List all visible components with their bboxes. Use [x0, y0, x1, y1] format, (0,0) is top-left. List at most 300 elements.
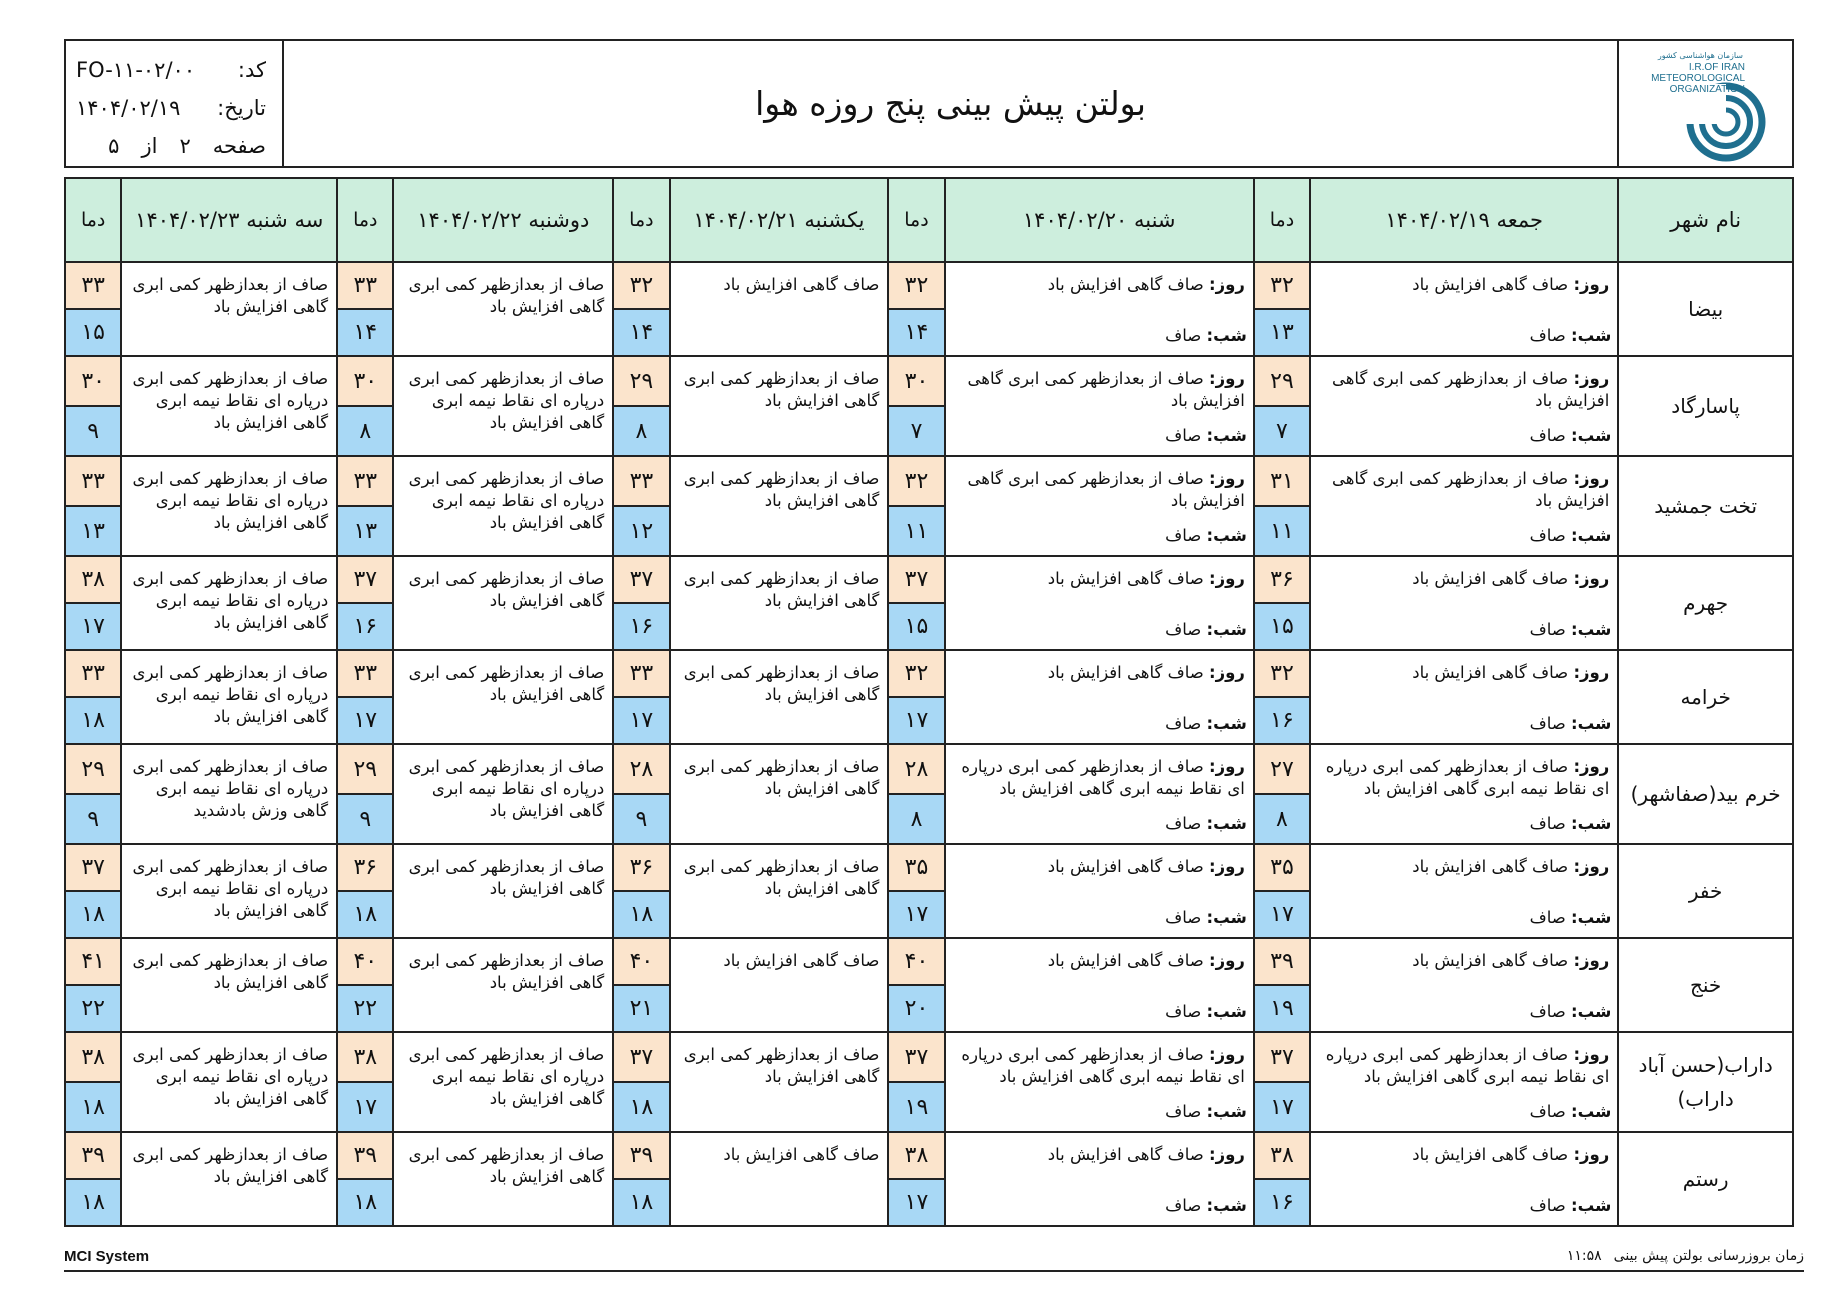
night-label: شب: [1206, 326, 1247, 345]
day-forecast-text: صاف از بعدازظهر کمی ابری گاهی افزایش باد [1331, 469, 1610, 510]
min-temperature: ۱۹ [1255, 986, 1309, 1031]
forecast-text: صاف از بعدازظهر کمی ابری گاهی افزایش باد [408, 857, 605, 898]
forecast-description [1310, 1032, 1618, 1132]
forecast-text: صاف از بعدازظهر کمی ابری گاهی افزایش باد [683, 857, 880, 898]
temperature-box [66, 1033, 120, 1131]
max-temperature: ۳۳ [614, 651, 668, 698]
max-temperature: ۳۸ [1255, 1133, 1309, 1180]
forecast-description [121, 556, 337, 650]
max-temperature: ۳۲ [1255, 263, 1309, 310]
temperature-box [338, 1133, 392, 1225]
day-forecast-text: صاف گاهی افزایش باد [1412, 1145, 1569, 1164]
forecast-text: صاف از بعدازظهر کمی ابری درپاره ای نقاط نیمه ابری گاهی افزایش باد [132, 569, 329, 632]
temperature-cell [65, 262, 121, 356]
max-temperature: ۳۷ [614, 1033, 668, 1083]
temperature-box [1255, 1033, 1309, 1131]
temperature-cell [888, 1132, 944, 1226]
temperature-box [1255, 557, 1309, 649]
temperature-cell [613, 844, 669, 938]
temperature-cell [65, 938, 121, 1032]
temperature-box [1255, 939, 1309, 1031]
max-temperature: ۳۵ [1255, 845, 1309, 892]
day-label: روز: [1208, 663, 1245, 682]
night-forecast [1165, 526, 1247, 545]
forecast-body [65, 262, 1793, 1226]
city-name: خرامه [1618, 650, 1793, 744]
temperature-box [889, 1033, 943, 1131]
night-forecast [1165, 326, 1247, 345]
night-forecast-text: صاف [1165, 620, 1202, 639]
day-label: روز: [1573, 369, 1610, 388]
forecast-description [945, 356, 1254, 456]
day-label: روز: [1573, 1045, 1610, 1064]
max-temperature: ۳۷ [889, 557, 943, 604]
day-forecast-text: صاف گاهی افزایش باد [1047, 1145, 1204, 1164]
night-label: شب: [1206, 908, 1247, 927]
min-temperature: ۱۵ [1255, 604, 1309, 649]
logo-emblem-icon [1631, 44, 1781, 164]
forecast-description [670, 262, 889, 356]
min-temperature: ۱۳ [338, 507, 392, 555]
night-forecast [1165, 908, 1247, 927]
temperature-cell [613, 1032, 669, 1132]
night-forecast [1530, 714, 1612, 733]
forecast-description [945, 1132, 1254, 1226]
temperature-cell [337, 456, 393, 556]
min-temperature: ۲۱ [614, 986, 668, 1031]
forecast-description [393, 356, 613, 456]
temperature-cell [337, 1032, 393, 1132]
night-forecast [1165, 426, 1247, 445]
temperature-box [66, 745, 120, 843]
forecast-description [1310, 744, 1618, 844]
temperature-box [1255, 457, 1309, 555]
max-temperature: ۴۰ [889, 939, 943, 986]
max-temperature: ۳۲ [1255, 651, 1309, 698]
day-forecast [1311, 357, 1617, 412]
day-forecast [946, 651, 1253, 684]
forecast-text: صاف از بعدازظهر کمی ابری گاهی افزایش باد [132, 275, 329, 316]
night-forecast [1165, 1102, 1247, 1121]
forecast-description [945, 1032, 1254, 1132]
min-temperature: ۱۴ [889, 310, 943, 355]
day-forecast [1311, 1133, 1617, 1166]
date-label: تاریخ: [217, 96, 266, 120]
night-forecast-text: صاف [1165, 326, 1202, 345]
min-temperature: ۱۷ [338, 698, 392, 743]
night-forecast-text: صاف [1165, 1196, 1202, 1215]
city-name: بیضا [1618, 262, 1793, 356]
day-forecast-text: صاف از بعدازظهر کمی ابری درپاره ای نقاط نیمه ابری گاهی افزایش باد [1325, 1045, 1610, 1086]
min-temperature: ۱۸ [614, 892, 668, 937]
day-label: روز: [1573, 569, 1610, 588]
temperature-cell [888, 844, 944, 938]
max-temperature: ۲۹ [614, 357, 668, 407]
min-temperature: ۱۳ [1255, 310, 1309, 355]
min-temperature: ۱۸ [66, 1083, 120, 1131]
temperature-box [889, 651, 943, 743]
page-title: بولتن پیش بینی پنج روزه هوا [755, 84, 1146, 123]
max-temperature: ۴۰ [614, 939, 668, 986]
min-temperature: ۸ [889, 795, 943, 843]
night-forecast [1165, 1196, 1247, 1215]
max-temperature: ۳۸ [338, 1033, 392, 1083]
temperature-box [1255, 845, 1309, 937]
day-label: روز: [1208, 951, 1245, 970]
night-label: شب: [1206, 714, 1247, 733]
max-temperature: ۳۷ [66, 845, 120, 892]
max-temperature: ۳۲ [889, 457, 943, 507]
forecast-description [393, 262, 613, 356]
min-temperature: ۹ [66, 795, 120, 843]
min-temperature: ۱۷ [889, 698, 943, 743]
day-forecast-text: صاف از بعدازظهر کمی ابری گاهی افزایش باد [1331, 369, 1610, 410]
temperature-box [614, 357, 668, 455]
temperature-cell [613, 938, 669, 1032]
max-temperature: ۳۸ [66, 557, 120, 604]
temperature-cell [65, 456, 121, 556]
max-temperature: ۳۸ [66, 1033, 120, 1083]
temperature-cell [337, 556, 393, 650]
day-label: روز: [1573, 1145, 1610, 1164]
update-time: ۱۱:۵۸ [1566, 1248, 1602, 1264]
city-name: تخت جمشید [1618, 456, 1793, 556]
forecast-description [945, 844, 1254, 938]
max-temperature: ۲۹ [66, 745, 120, 795]
forecast-description [121, 1032, 337, 1132]
temperature-cell [337, 262, 393, 356]
temperature-box [338, 557, 392, 649]
forecast-description [1310, 556, 1618, 650]
day-forecast [946, 263, 1253, 296]
forecast-description [670, 556, 889, 650]
temperature-cell [1254, 456, 1310, 556]
forecast-description [393, 938, 613, 1032]
night-label: شب: [1571, 326, 1612, 345]
forecast-description [670, 938, 889, 1032]
forecast-description [1310, 844, 1618, 938]
night-label: شب: [1571, 426, 1612, 445]
day-label: روز: [1573, 275, 1610, 294]
day-forecast-text: صاف گاهی افزایش باد [1412, 275, 1569, 294]
min-temperature: ۱۶ [338, 604, 392, 649]
temperature-box [614, 1033, 668, 1131]
temperature-box [66, 845, 120, 937]
max-temperature: ۳۳ [338, 457, 392, 507]
logo-text-fa: سازمان هواشناسی کشور [1657, 50, 1743, 60]
day-label: روز: [1208, 1045, 1245, 1064]
day-label: روز: [1208, 469, 1245, 488]
temperature-box [614, 745, 668, 843]
forecast-text: صاف از بعدازظهر کمی ابری گاهی افزایش باد [408, 663, 605, 704]
temperature-cell [1254, 844, 1310, 938]
night-forecast [1530, 426, 1612, 445]
forecast-text: صاف از بعدازظهر کمی ابری درپاره ای نقاط نیمه ابری گاهی افزایش باد [132, 469, 329, 532]
day-forecast [1311, 557, 1617, 590]
min-temperature: ۱۲ [614, 507, 668, 555]
forecast-text: صاف از بعدازظهر کمی ابری گاهی افزایش باد [408, 1145, 605, 1186]
temperature-box [338, 845, 392, 937]
day-forecast [1311, 1033, 1617, 1088]
min-temperature: ۱۹ [889, 1083, 943, 1131]
temperature-cell [65, 650, 121, 744]
city-column-header: نام شهر [1618, 178, 1793, 262]
day-label: روز: [1573, 951, 1610, 970]
update-label: زمان بروزرسانی بولتن پیش بینی [1613, 1248, 1804, 1264]
temperature-box [889, 557, 943, 649]
min-temperature: ۹ [66, 407, 120, 455]
city-name: خرم بید(صفاشهر) [1618, 744, 1793, 844]
temperature-box [614, 651, 668, 743]
table-row [65, 1032, 1793, 1132]
temperature-cell [65, 356, 121, 456]
forecast-description [945, 456, 1254, 556]
min-temperature: ۱۷ [889, 892, 943, 937]
day-forecast [946, 939, 1253, 972]
table-row [65, 650, 1793, 744]
temperature-cell [613, 356, 669, 456]
night-forecast-text: صاف [1165, 714, 1202, 733]
temperature-box [889, 845, 943, 937]
city-name: جهرم [1618, 556, 1793, 650]
night-label: شب: [1571, 526, 1612, 545]
day-forecast [1311, 745, 1617, 800]
min-temperature: ۱۸ [66, 1180, 120, 1225]
temperature-box [889, 1133, 943, 1225]
temperature-cell [888, 744, 944, 844]
day-forecast-text: صاف گاهی افزایش باد [1412, 569, 1569, 588]
min-temperature: ۱۵ [66, 310, 120, 355]
temperature-cell [337, 356, 393, 456]
day-forecast-text: صاف از بعدازظهر کمی ابری درپاره ای نقاط نیمه ابری گاهی افزایش باد [961, 757, 1245, 798]
night-label: شب: [1206, 1196, 1247, 1215]
organization-logo [1617, 41, 1792, 166]
max-temperature: ۲۷ [1255, 745, 1309, 795]
day-label: روز: [1573, 663, 1610, 682]
min-temperature: ۱۳ [66, 507, 120, 555]
temp-column-header: دما [613, 178, 669, 262]
day-column-header: یکشنبه ۱۴۰۴/۰۲/۲۱ [670, 178, 889, 262]
night-label: شب: [1206, 620, 1247, 639]
temperature-box [1255, 745, 1309, 843]
night-forecast [1165, 814, 1247, 833]
min-temperature: ۱۴ [338, 310, 392, 355]
table-row [65, 938, 1793, 1032]
forecast-text: صاف گاهی افزایش باد [723, 951, 880, 970]
day-label: روز: [1573, 857, 1610, 876]
forecast-description [121, 456, 337, 556]
temperature-box [614, 1133, 668, 1225]
forecast-description [945, 650, 1254, 744]
temperature-box [66, 557, 120, 649]
temperature-box [66, 651, 120, 743]
day-forecast-text: صاف گاهی افزایش باد [1047, 663, 1204, 682]
temperature-cell [613, 744, 669, 844]
forecast-text: صاف از بعدازظهر کمی ابری گاهی افزایش باد [683, 469, 880, 510]
temperature-cell [888, 650, 944, 744]
forecast-description [393, 744, 613, 844]
max-temperature: ۳۵ [889, 845, 943, 892]
code-label: کد: [237, 58, 266, 82]
city-name: خفر [1618, 844, 1793, 938]
max-temperature: ۲۹ [338, 745, 392, 795]
temperature-box [338, 263, 392, 355]
day-forecast [946, 557, 1253, 590]
min-temperature: ۱۸ [614, 1180, 668, 1225]
forecast-text: صاف از بعدازظهر کمی ابری درپاره ای نقاط نیمه ابری گاهی افزایش باد [132, 369, 329, 432]
temperature-cell [888, 456, 944, 556]
temperature-box [338, 357, 392, 455]
day-label: روز: [1208, 369, 1245, 388]
temperature-cell [888, 938, 944, 1032]
min-temperature: ۱۸ [66, 698, 120, 743]
day-label: روز: [1208, 569, 1245, 588]
temperature-cell [65, 744, 121, 844]
logo-text-en-2: METEOROLOGICAL [1650, 72, 1745, 84]
max-temperature: ۳۷ [1255, 1033, 1309, 1083]
forecast-text: صاف از بعدازظهر کمی ابری گاهی افزایش باد [683, 369, 880, 410]
night-forecast [1530, 814, 1612, 833]
temperature-box [1255, 651, 1309, 743]
forecast-text: صاف گاهی افزایش باد [723, 275, 880, 294]
temperature-cell [613, 650, 669, 744]
day-forecast [946, 1133, 1253, 1166]
forecast-text: صاف از بعدازظهر کمی ابری گاهی افزایش باد [683, 1045, 880, 1086]
day-forecast [946, 1033, 1253, 1088]
table-row [65, 844, 1793, 938]
min-temperature: ۱۷ [338, 1083, 392, 1131]
night-forecast [1530, 1102, 1612, 1121]
temperature-cell [888, 356, 944, 456]
min-temperature: ۱۷ [66, 604, 120, 649]
forecast-text: صاف از بعدازظهر کمی ابری درپاره ای نقاط نیمه ابری گاهی افزایش باد [132, 1045, 329, 1108]
day-label: روز: [1208, 275, 1245, 294]
temperature-box [1255, 1133, 1309, 1225]
max-temperature: ۳۹ [1255, 939, 1309, 986]
temperature-box [889, 263, 943, 355]
temperature-box [614, 263, 668, 355]
min-temperature: ۷ [1255, 407, 1309, 455]
code-value: FO-۱۱-۰۲/۰۰ [76, 58, 196, 82]
min-temperature: ۱۸ [338, 1180, 392, 1225]
day-label: روز: [1208, 857, 1245, 876]
code-row [76, 51, 266, 89]
table-header-row [65, 178, 1793, 262]
night-forecast [1530, 1196, 1612, 1215]
day-forecast-text: صاف گاهی افزایش باد [1047, 951, 1204, 970]
max-temperature: ۳۶ [1255, 557, 1309, 604]
temperature-cell [337, 744, 393, 844]
temperature-cell [613, 1132, 669, 1226]
day-forecast [946, 745, 1253, 800]
max-temperature: ۳۱ [1255, 457, 1309, 507]
page-label: صفحه [212, 134, 266, 158]
forecast-description [121, 744, 337, 844]
day-forecast-text: صاف گاهی افزایش باد [1412, 951, 1569, 970]
max-temperature: ۳۳ [66, 457, 120, 507]
max-temperature: ۳۲ [889, 263, 943, 310]
min-temperature: ۱۷ [889, 1180, 943, 1225]
logo-text-en-3: ORGANIZATION [1669, 83, 1745, 95]
forecast-description [945, 262, 1254, 356]
night-label: شب: [1206, 426, 1247, 445]
night-label: شب: [1571, 714, 1612, 733]
system-name: MCI System [64, 1248, 150, 1265]
night-forecast-text: صاف [1165, 426, 1202, 445]
min-temperature: ۱۱ [889, 507, 943, 555]
temperature-box [889, 457, 943, 555]
night-forecast-text: صاف [1529, 714, 1566, 733]
forecast-description [393, 844, 613, 938]
day-forecast-text: صاف گاهی افزایش باد [1047, 857, 1204, 876]
night-label: شب: [1571, 1102, 1612, 1121]
city-name: رستم [1618, 1132, 1793, 1226]
city-name: داراب(حسن آباد داراب) [1618, 1032, 1793, 1132]
min-temperature: ۱۶ [614, 604, 668, 649]
table-row [65, 456, 1793, 556]
night-label: شب: [1206, 814, 1247, 833]
min-temperature: ۹ [614, 795, 668, 843]
night-label: شب: [1571, 814, 1612, 833]
temperature-cell [337, 650, 393, 744]
temperature-box [66, 939, 120, 1031]
max-temperature: ۳۹ [338, 1133, 392, 1180]
page-row [76, 127, 266, 165]
temperature-cell [1254, 1132, 1310, 1226]
day-column-header: جمعه ۱۴۰۴/۰۲/۱۹ [1310, 178, 1618, 262]
day-forecast [1311, 939, 1617, 972]
night-forecast [1530, 620, 1612, 639]
logo-text-en-1: I.R.OF IRAN [1688, 61, 1745, 73]
day-label: روز: [1208, 757, 1245, 776]
min-temperature: ۱۶ [1255, 1180, 1309, 1225]
temperature-cell [888, 262, 944, 356]
forecast-text: صاف از بعدازظهر کمی ابری گاهی افزایش باد [683, 569, 880, 610]
night-forecast-text: صاف [1529, 526, 1566, 545]
max-temperature: ۴۱ [66, 939, 120, 986]
temp-column-header: دما [337, 178, 393, 262]
forecast-description [121, 1132, 337, 1226]
forecast-description [393, 650, 613, 744]
min-temperature: ۸ [338, 407, 392, 455]
forecast-description [1310, 456, 1618, 556]
forecast-description [945, 556, 1254, 650]
night-label: شب: [1206, 1002, 1247, 1021]
max-temperature: ۳۲ [889, 651, 943, 698]
min-temperature: ۲۲ [66, 986, 120, 1031]
temperature-box [614, 557, 668, 649]
max-temperature: ۴۰ [338, 939, 392, 986]
forecast-description [670, 844, 889, 938]
temperature-box [614, 845, 668, 937]
table-row [65, 1132, 1793, 1226]
temperature-cell [1254, 938, 1310, 1032]
night-forecast [1165, 714, 1247, 733]
day-forecast [946, 845, 1253, 878]
temperature-box [66, 1133, 120, 1225]
forecast-text: صاف از بعدازظهر کمی ابری درپاره ای نقاط نیمه ابری گاهی افزایش باد [408, 369, 605, 432]
temperature-box [338, 745, 392, 843]
max-temperature: ۳۰ [66, 357, 120, 407]
temperature-box [614, 939, 668, 1031]
night-label: شب: [1206, 526, 1247, 545]
forecast-text: صاف از بعدازظهر کمی ابری درپاره ای نقاط نیمه ابری گاهی افزایش باد [132, 857, 329, 920]
day-forecast [1311, 263, 1617, 296]
forecast-description [670, 1032, 889, 1132]
min-temperature: ۱۷ [1255, 1083, 1309, 1131]
day-forecast-text: صاف از بعدازظهر کمی ابری گاهی افزایش باد [967, 469, 1245, 510]
night-label: شب: [1571, 908, 1612, 927]
